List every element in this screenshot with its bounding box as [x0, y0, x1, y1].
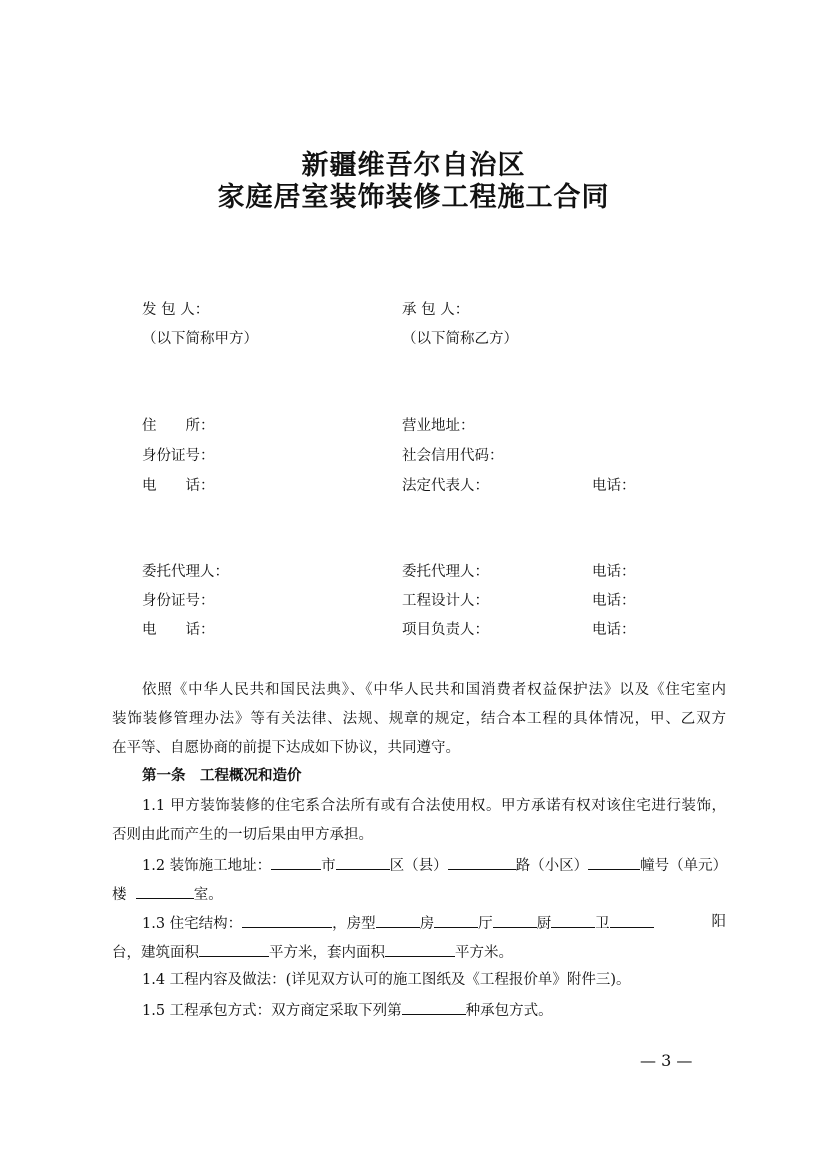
building-area-blank[interactable] — [199, 942, 269, 957]
halls-blank[interactable] — [434, 913, 478, 928]
balcony-label-a: 阳 — [711, 914, 726, 930]
party-b-label: 承 包 人： — [402, 302, 470, 318]
district-blank[interactable] — [336, 855, 390, 870]
party-b-abbrev: （以下简称乙方） — [402, 331, 518, 347]
party-b-designer-label: 工程设计人： — [402, 593, 489, 609]
house-type-label: ，房型 — [332, 916, 376, 932]
party-b-agent-label: 委托代理人： — [402, 564, 489, 580]
party-a-agent-id-label: 身份证号： — [142, 593, 215, 609]
party-b-project-manager-label: 项目负责人： — [402, 622, 489, 638]
intro-line-1: 依照《中华人民共和国民法典》、《中华人民共和国消费者权益保护法》以及《住宅室内 — [142, 682, 726, 698]
clause-1-3-prefix: 1.3 住宅结构： — [142, 916, 243, 932]
baths-label: 卫 — [595, 916, 610, 932]
party-a-agent-phone-label: 电 话： — [142, 622, 215, 638]
clause-1-1-line-2: 否则由此而产生的一切后果由甲方承担。 — [112, 827, 373, 843]
party-b-legal-rep-label: 法定代表人： — [402, 478, 489, 494]
party-a-agent-label: 委托代理人： — [142, 564, 229, 580]
district-label: 区（县） — [389, 858, 448, 874]
clause-1-2-prefix: 1.2 装饰施工地址： — [142, 858, 272, 874]
clause-1-1-line-1: 1.1 甲方装饰装修的住宅系合法所有或有合法使用权。甲方承诺有权对该住宅进行装饰， — [142, 798, 726, 814]
balcony-label-b: 台，建筑面积 — [112, 945, 199, 961]
party-b-project-manager-phone-label: 电话： — [592, 622, 636, 638]
title-contract-name: 家庭居室装饰装修工程施工合同 — [217, 182, 610, 213]
halls-label: 厅 — [478, 916, 493, 932]
clause-1-4: 1.4 工程内容及做法：(详见双方认可的施工图纸及《工程报价单》附件三)。 — [142, 972, 631, 988]
intro-line-3: 在平等、自愿协商的前提下达成如下协议，共同遵守。 — [112, 740, 460, 756]
party-a-abbrev: （以下简称甲方） — [142, 331, 258, 347]
kitchens-blank[interactable] — [493, 913, 537, 928]
clause-1-3-line-1 — [142, 913, 726, 933]
title-region: 新疆维吾尔自治区 — [301, 150, 526, 181]
party-a-address-label: 住 所： — [142, 418, 215, 434]
sqm-label-2: 平方米。 — [455, 945, 513, 961]
party-a-phone-label: 电 话： — [142, 478, 215, 494]
structure-blank[interactable] — [242, 913, 332, 928]
room-label: 室。 — [193, 887, 223, 903]
party-b-business-address-label: 营业地址： — [402, 418, 475, 434]
party-b-agent-phone-label: 电话： — [592, 564, 636, 580]
rooms-label: 房 — [419, 916, 435, 932]
kitchens-label: 厨 — [536, 916, 552, 932]
party-a-label: 发 包 人： — [142, 302, 210, 318]
clause-1-2-line-2 — [112, 884, 726, 904]
city-blank[interactable] — [271, 855, 321, 870]
balcony-blank[interactable] — [610, 913, 654, 928]
clause-1-5-prefix: 1.5 工程承包方式：双方商定采取下列第 — [142, 1003, 402, 1019]
rooms-blank[interactable] — [376, 913, 420, 928]
inner-area-blank[interactable] — [385, 942, 455, 957]
article-1-heading: 第一条 工程概况和造价 — [142, 767, 302, 784]
city-label: 市 — [321, 858, 336, 874]
clause-1-3-line-2 — [112, 942, 726, 962]
intro-line-2: 装饰装修管理办法》等有关法律、法规、规章的规定，结合本工程的具体情况，甲、乙双方 — [112, 711, 726, 727]
party-b-legal-rep-phone-label: 电话： — [592, 478, 636, 494]
sqm-label-1: 平方米，套内面积 — [269, 945, 385, 961]
building-blank[interactable] — [588, 855, 640, 870]
party-b-credit-code-label: 社会信用代码： — [402, 448, 504, 464]
building-label: 幢号（单元） — [640, 858, 728, 874]
road-label: 路（小区） — [515, 858, 589, 874]
baths-blank[interactable] — [551, 913, 595, 928]
clause-1-5 — [142, 1000, 726, 1020]
clause-1-2-line-1 — [142, 855, 726, 875]
page-number: — 3 — — [640, 1051, 693, 1070]
floor-room-blank[interactable] — [136, 884, 194, 899]
road-blank[interactable] — [448, 855, 516, 870]
floor-label: 楼 — [112, 887, 127, 903]
party-a-id-label: 身份证号： — [142, 448, 215, 464]
clause-1-5-suffix: 种承包方式。 — [465, 1003, 553, 1019]
contract-mode-blank[interactable] — [402, 1000, 466, 1015]
party-b-designer-phone-label: 电话： — [592, 593, 636, 609]
